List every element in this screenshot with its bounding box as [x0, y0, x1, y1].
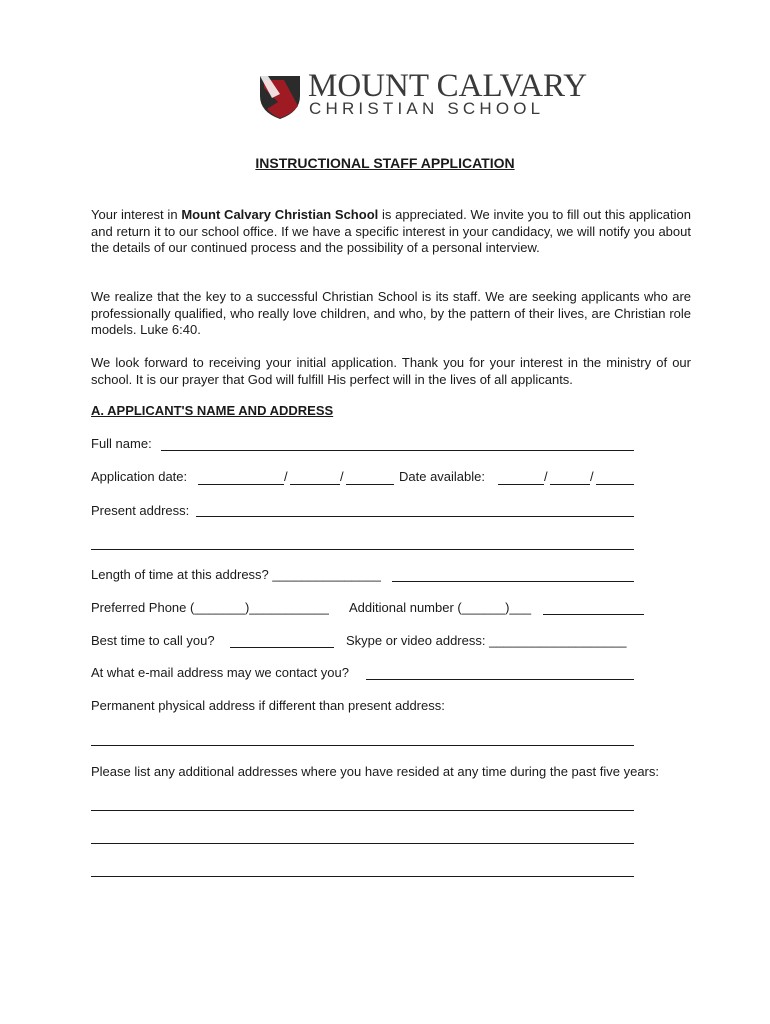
additional-address-line-3[interactable]: [91, 876, 634, 877]
date-slash: /: [284, 469, 288, 484]
date-slash: /: [340, 469, 344, 484]
school-name-bold: Mount Calvary Christian School: [181, 207, 379, 222]
application-date-day-field[interactable]: [290, 484, 340, 485]
school-shield-logo: [258, 72, 302, 120]
date-available-label: Date available:: [399, 469, 485, 484]
best-time-label: Best time to call you?: [91, 633, 215, 648]
application-date-label: Application date:: [91, 469, 188, 484]
permanent-address-field[interactable]: [91, 745, 634, 746]
additional-number-label: Additional number (______)___: [349, 600, 532, 615]
skype-address-label: Skype or video address: ___________________: [346, 633, 627, 648]
present-address-field-line-2[interactable]: [91, 549, 634, 550]
permanent-address-label: Permanent physical address if different than present address:: [91, 698, 445, 713]
email-label: At what e-mail address may we contact you?: [91, 665, 349, 680]
date-available-day-field[interactable]: [550, 484, 590, 485]
logo-school-subtitle: CHRISTIAN SCHOOL: [309, 99, 545, 118]
section-a-heading: A. APPLICANT'S NAME AND ADDRESS: [91, 403, 334, 418]
full-name-field[interactable]: [161, 450, 634, 451]
present-address-label: Present address:: [91, 503, 190, 518]
intro-paragraph-2: We realize that the key to a successful Christian School is its staff. We are seeking applicants who are professionally qualified, who really love children, and who, by the pattern of their lives, are Christian role models. Luke 6:40.: [91, 289, 691, 337]
additional-address-line-1[interactable]: [91, 810, 634, 811]
full-name-label: Full name:: [91, 436, 152, 451]
date-slash: /: [544, 469, 548, 484]
application-date-month-field[interactable]: [198, 484, 284, 485]
application-date-year-field[interactable]: [346, 484, 394, 485]
length-of-time-field[interactable]: [392, 581, 634, 582]
date-available-year-field[interactable]: [596, 484, 634, 485]
intro-paragraph-3: We look forward to receiving your initial application. Thank you for your interest in the ministry of our school. It is our prayer that God will fulfill His perfect will in the lives of all applicants.: [91, 355, 691, 387]
additional-address-line-2[interactable]: [91, 843, 634, 844]
logo-school-name: MOUNT CALVARY: [308, 68, 588, 104]
document-title: INSTRUCTIONAL STAFF APPLICATION: [255, 155, 515, 171]
date-slash: /: [590, 469, 594, 484]
preferred-phone-label: Preferred Phone (_______)___________: [91, 600, 329, 615]
present-address-field-line-1[interactable]: [196, 516, 634, 517]
additional-number-field[interactable]: [543, 614, 644, 615]
best-time-field[interactable]: [230, 647, 334, 648]
date-available-month-field[interactable]: [498, 484, 544, 485]
intro-paragraph-1: Your interest in Mount Calvary Christian School is appreciated. We invite you to fill out this application and return it to our school office. If we have a specific interest in your candidacy, we will notify you about the details of our continued process and the possibility of a personal interview.: [91, 207, 691, 255]
email-field[interactable]: [366, 679, 634, 680]
additional-addresses-label: Please list any additional addresses where you have resided at any time during the past five years:: [91, 764, 659, 779]
length-of-time-label: Length of time at this address? _______________: [91, 567, 381, 582]
